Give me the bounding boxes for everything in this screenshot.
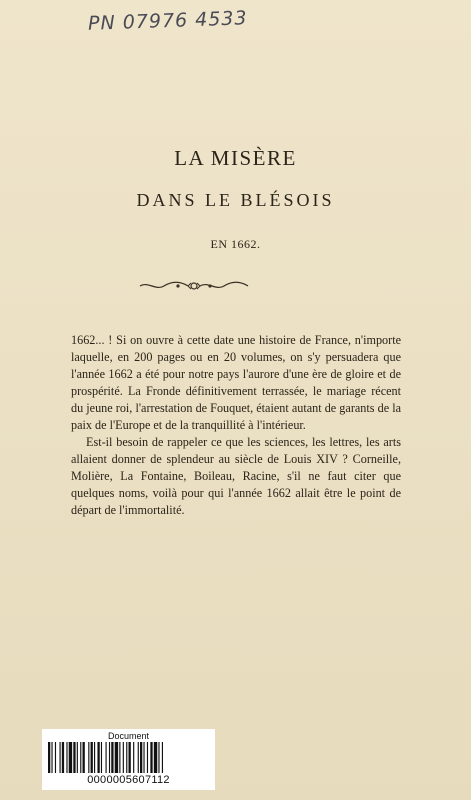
ornament-divider-icon xyxy=(138,279,250,293)
barcode-sticker xyxy=(42,729,215,790)
body-text xyxy=(71,332,401,519)
date-line: EN 1662. xyxy=(210,237,261,251)
paragraph: 1662... ! Si on ouvre à cette date une histoire de France, n'importe laquelle, en 200 pages ou en 20 volumes, on s'y persuadera que l'année 1662 a été pour notre pays l'aurore d'une ère de gloire et de prospérité. La Fronde définitivement terrassée, le mariage récent du jeune roi, l'arrestation de Fouquet, étaient autant de garants de la paix de l'Europe et de la tranquillité à l'intérieur. xyxy=(71,333,401,432)
handwritten-catalog-note: PN 07976 4533 xyxy=(87,7,248,35)
page-subtitle: DANS LE BLÉSOIS xyxy=(136,190,335,210)
page-title: LA MISÈRE xyxy=(174,146,297,170)
paragraph: Est-il besoin de rappeler ce que les sciences, les lettres, les arts allaient donner de splendeur au siècle de Louis XIV ? Corneille, Molière, La Fontaine, Boileau, Racine, s'il ne faut citer que quelques noms, voilà pour qui l'année 1662 allait être le point de départ de l'immortalité. xyxy=(71,435,401,517)
barcode-label: Document xyxy=(107,731,150,741)
barcode-icon xyxy=(48,742,209,773)
barcode-number: 0000005607112 xyxy=(87,774,170,786)
